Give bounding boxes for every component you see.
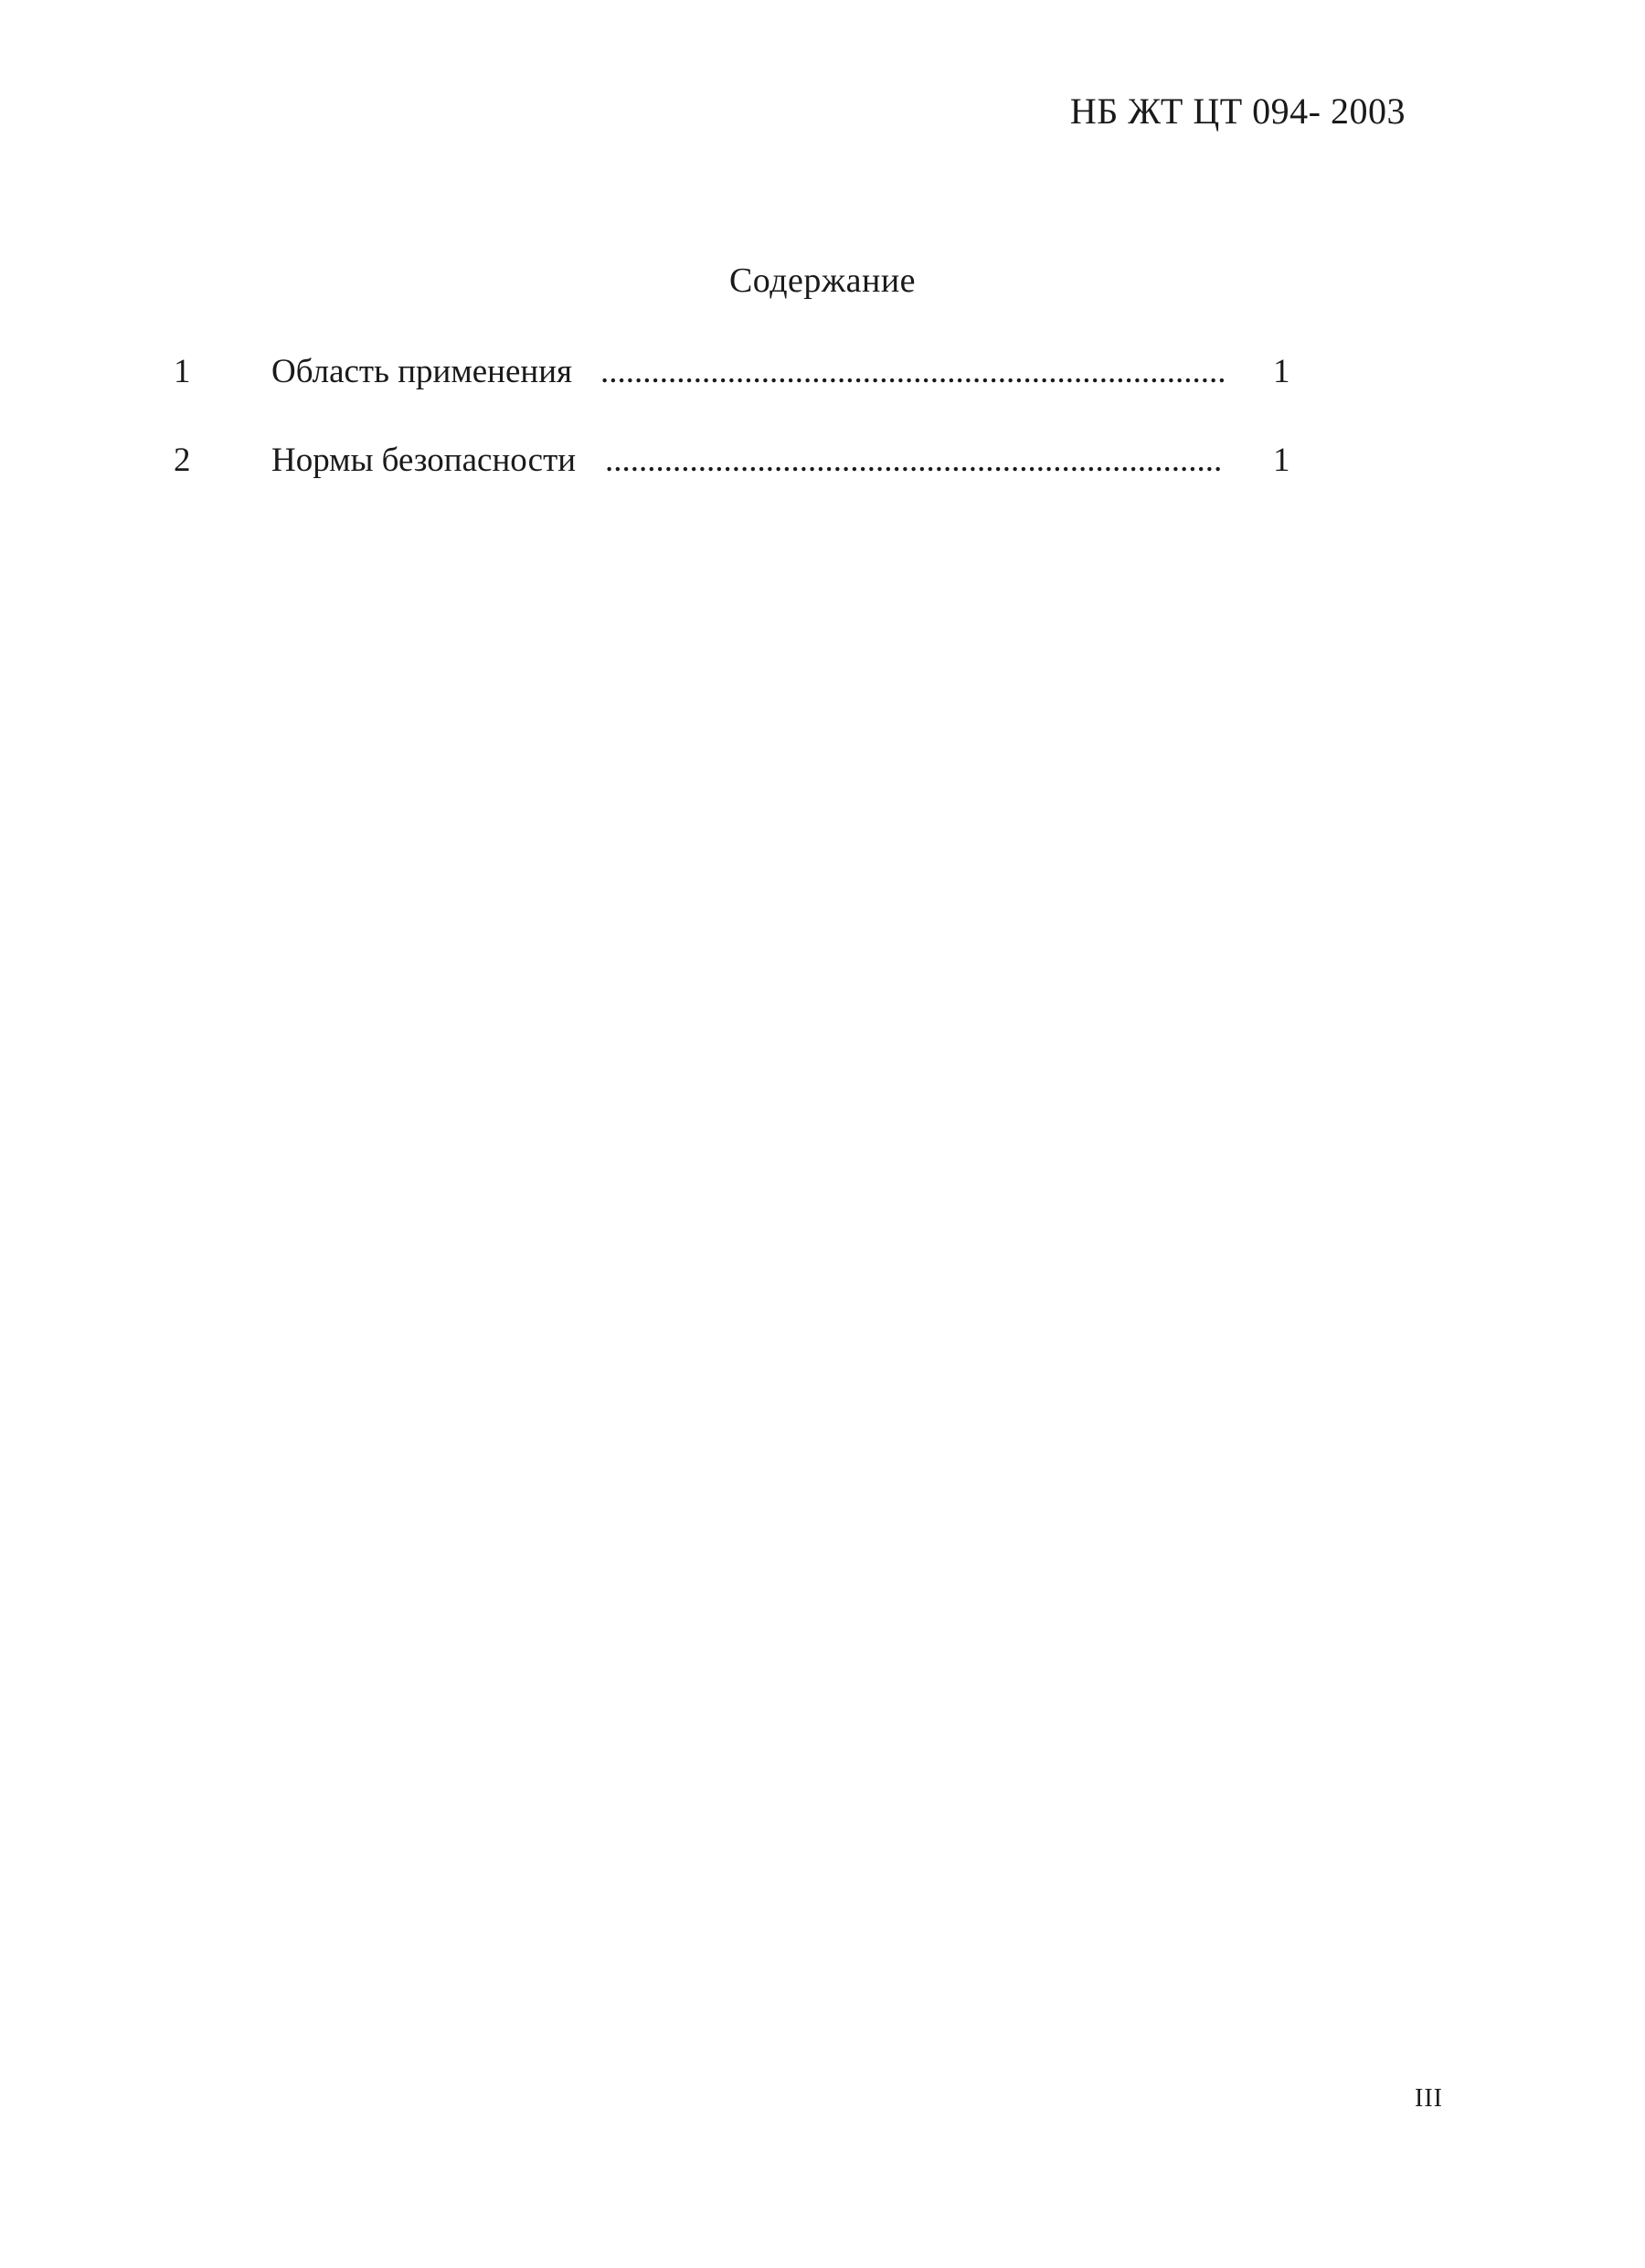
toc-entry-number: 2 <box>174 442 191 479</box>
toc-entry-number: 1 <box>174 353 191 390</box>
toc-entry-1 <box>0 352 1597 398</box>
document-code: НБ ЖТ ЦТ 094- 2003 <box>1069 91 1406 132</box>
toc-entry-title: Нормы безопасности <box>271 442 577 479</box>
toc-entry-title: Область применения <box>271 353 573 390</box>
toc-dot-leader: ......................................................................... <box>605 442 1223 479</box>
toc-entry-2 <box>0 441 1597 486</box>
toc-heading: Содержание <box>728 261 917 300</box>
toc-dot-leader: .......................................................................... <box>600 353 1226 390</box>
toc-entry-page: 1 <box>1273 442 1290 479</box>
page-folio: III <box>1415 2084 1443 2113</box>
toc-entry-page: 1 <box>1273 353 1290 390</box>
